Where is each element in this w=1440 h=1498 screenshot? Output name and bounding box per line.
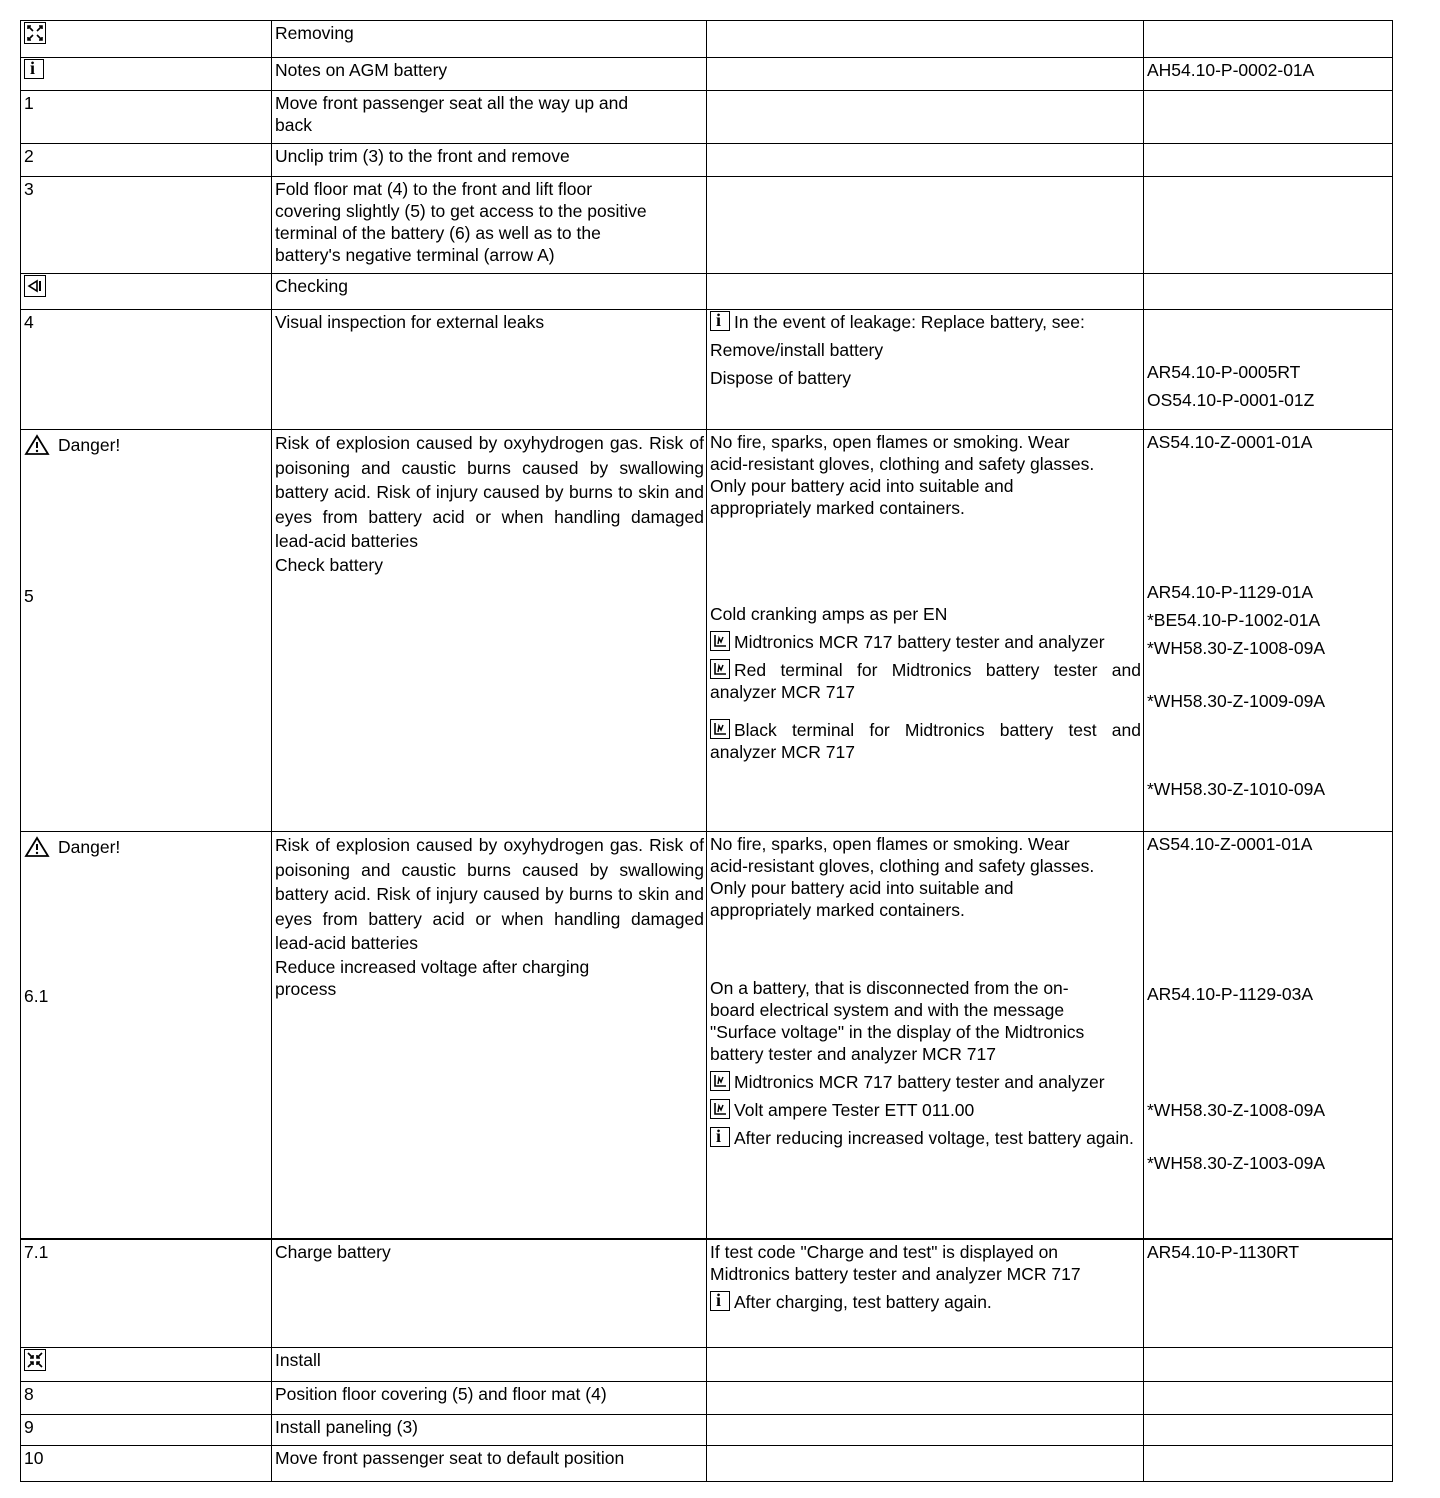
table-row <box>21 310 1393 430</box>
reference-link[interactable]: AS54.10-Z-0001-01A <box>1147 432 1313 452</box>
remedy-text: If test code "Charge and test" is displayed on Midtronics battery tester and analyzer MCR 717 <box>710 1241 1081 1284</box>
warning-icon <box>24 836 50 858</box>
info-icon <box>710 1291 730 1311</box>
table-row <box>21 91 1393 144</box>
step-number: 1 <box>24 93 34 113</box>
step-number: 3 <box>24 179 34 199</box>
checking-icon <box>24 275 46 297</box>
danger-remedy: No fire, sparks, open flames or smoking. Wear acid-resistant gloves, clothing and safety glasses. Only pour battery acid into suitable and appropriately marked containers. <box>710 432 1095 518</box>
step-text: Install paneling (3) <box>275 1417 418 1437</box>
table-row <box>21 1446 1393 1482</box>
table-row <box>21 177 1393 274</box>
tool-icon <box>710 1099 730 1119</box>
reference-link[interactable]: *WH58.30-Z-1008-09A <box>1147 638 1325 658</box>
item-label: Cold cranking amps as per EN <box>710 604 948 624</box>
item-label: Midtronics MCR 717 battery tester and analyzer <box>734 1072 1105 1092</box>
info-icon <box>710 1127 730 1147</box>
note-text: In the event of leakage: Replace battery, see: <box>734 312 1085 332</box>
removing-icon <box>24 22 46 44</box>
table-row <box>21 21 1393 58</box>
item-label: Red terminal for Midtronics battery tester and analyzer MCR 717 <box>710 660 1141 702</box>
table-row <box>21 274 1393 310</box>
table-row <box>21 832 1393 1239</box>
danger-label: Danger! <box>58 435 121 455</box>
table-row <box>21 1239 1393 1348</box>
reference-link[interactable]: *WH58.30-Z-1009-09A <box>1147 691 1325 711</box>
section-title-removing: Removing <box>275 23 354 43</box>
tool-icon <box>710 659 730 679</box>
danger-text: Risk of explosion caused by oxyhydrogen gas. Risk of poisoning and caustic burns caused by swallowing battery acid. Risk of injury caused by burns to skin and eyes from battery acid or when handling damaged lead-acid batteries <box>275 433 704 551</box>
step-number: 5 <box>24 586 34 606</box>
item-label: Volt ampere Tester ETT 011.00 <box>734 1100 975 1120</box>
table-row <box>21 430 1393 832</box>
table-row <box>21 1415 1393 1446</box>
step-number: 4 <box>24 312 34 332</box>
info-icon <box>710 311 730 331</box>
reference-link[interactable]: AR54.10-P-1129-03A <box>1147 984 1314 1004</box>
step-text: Unclip trim (3) to the front and remove <box>275 146 570 166</box>
tool-icon <box>710 631 730 651</box>
step-text: Position floor covering (5) and floor mat (4) <box>275 1384 607 1404</box>
table-row <box>21 1348 1393 1382</box>
step-text: Reduce increased voltage after charging process <box>275 956 590 999</box>
step-text: Move front passenger seat all the way up and back <box>275 93 629 135</box>
reference-link[interactable]: AR54.10-P-0005RT <box>1147 362 1301 382</box>
step-text: Fold floor mat (4) to the front and lift floor covering slightly (5) to get access to the positive terminal of the battery (6) as well as to the battery's negative terminal (arrow A) <box>275 179 647 265</box>
warning-icon <box>24 434 50 456</box>
step-number: 9 <box>24 1417 34 1437</box>
step-text: Visual inspection for external leaks <box>275 312 545 332</box>
step-number: 2 <box>24 146 34 166</box>
reference-link[interactable]: AR54.10-P-1130RT <box>1147 1241 1300 1262</box>
table-row <box>21 1382 1393 1415</box>
tool-icon <box>710 719 730 739</box>
item-label: Midtronics MCR 717 battery tester and analyzer <box>734 632 1105 652</box>
item-label: Dispose of battery <box>710 368 852 388</box>
reference-link[interactable]: *BE54.10-P-1002-01A <box>1147 610 1321 630</box>
notes-text: Notes on AGM battery <box>275 60 448 80</box>
reference-link[interactable]: OS54.10-P-0001-01Z <box>1147 390 1315 410</box>
table-row <box>21 58 1393 91</box>
step-number: 8 <box>24 1384 34 1404</box>
step-text: Check battery <box>275 554 383 575</box>
reference-link[interactable]: *WH58.30-Z-1003-09A <box>1147 1153 1325 1173</box>
item-label: Remove/install battery <box>710 340 884 360</box>
step-number: 6.1 <box>24 986 49 1006</box>
reference-link[interactable]: *WH58.30-Z-1008-09A <box>1147 1100 1325 1120</box>
step-number: 10 <box>24 1448 44 1468</box>
install-icon <box>24 1349 46 1371</box>
tool-icon <box>710 1071 730 1091</box>
note-text: After reducing increased voltage, test battery again. <box>734 1128 1134 1148</box>
note-text: After charging, test battery again. <box>734 1291 992 1312</box>
table-row <box>21 144 1393 177</box>
reference-link[interactable]: AR54.10-P-1129-01A <box>1147 582 1314 602</box>
reference-link[interactable]: AS54.10-Z-0001-01A <box>1147 834 1313 854</box>
info-icon <box>24 59 44 79</box>
reference-link[interactable]: *WH58.30-Z-1010-09A <box>1147 779 1325 799</box>
item-label: Black terminal for Midtronics battery test and analyzer MCR 717 <box>710 720 1141 762</box>
remedy-text: On a battery, that is disconnected from the on-board electrical system and with the message "Surface voltage" in the display of the Midtronics battery tester and analyzer MCR 717 <box>710 978 1085 1064</box>
danger-label: Danger! <box>58 837 121 857</box>
reference-link[interactable]: AH54.10-P-0002-01A <box>1147 60 1315 80</box>
section-title-install: Install <box>275 1350 321 1370</box>
danger-text: Risk of explosion caused by oxyhydrogen gas. Risk of poisoning and caustic burns caused by swallowing battery acid. Risk of injury caused by burns to skin and eyes from battery acid or when handling damaged lead-acid batteries <box>275 835 704 953</box>
step-number: 7.1 <box>24 1241 49 1262</box>
procedure-table <box>20 20 1393 1482</box>
section-title-checking: Checking <box>275 276 348 296</box>
step-text: Move front passenger seat to default position <box>275 1448 625 1468</box>
step-text: Charge battery <box>275 1241 391 1262</box>
danger-remedy: No fire, sparks, open flames or smoking. Wear acid-resistant gloves, clothing and safety glasses. Only pour battery acid into suitable and appropriately marked containers. <box>710 834 1095 920</box>
